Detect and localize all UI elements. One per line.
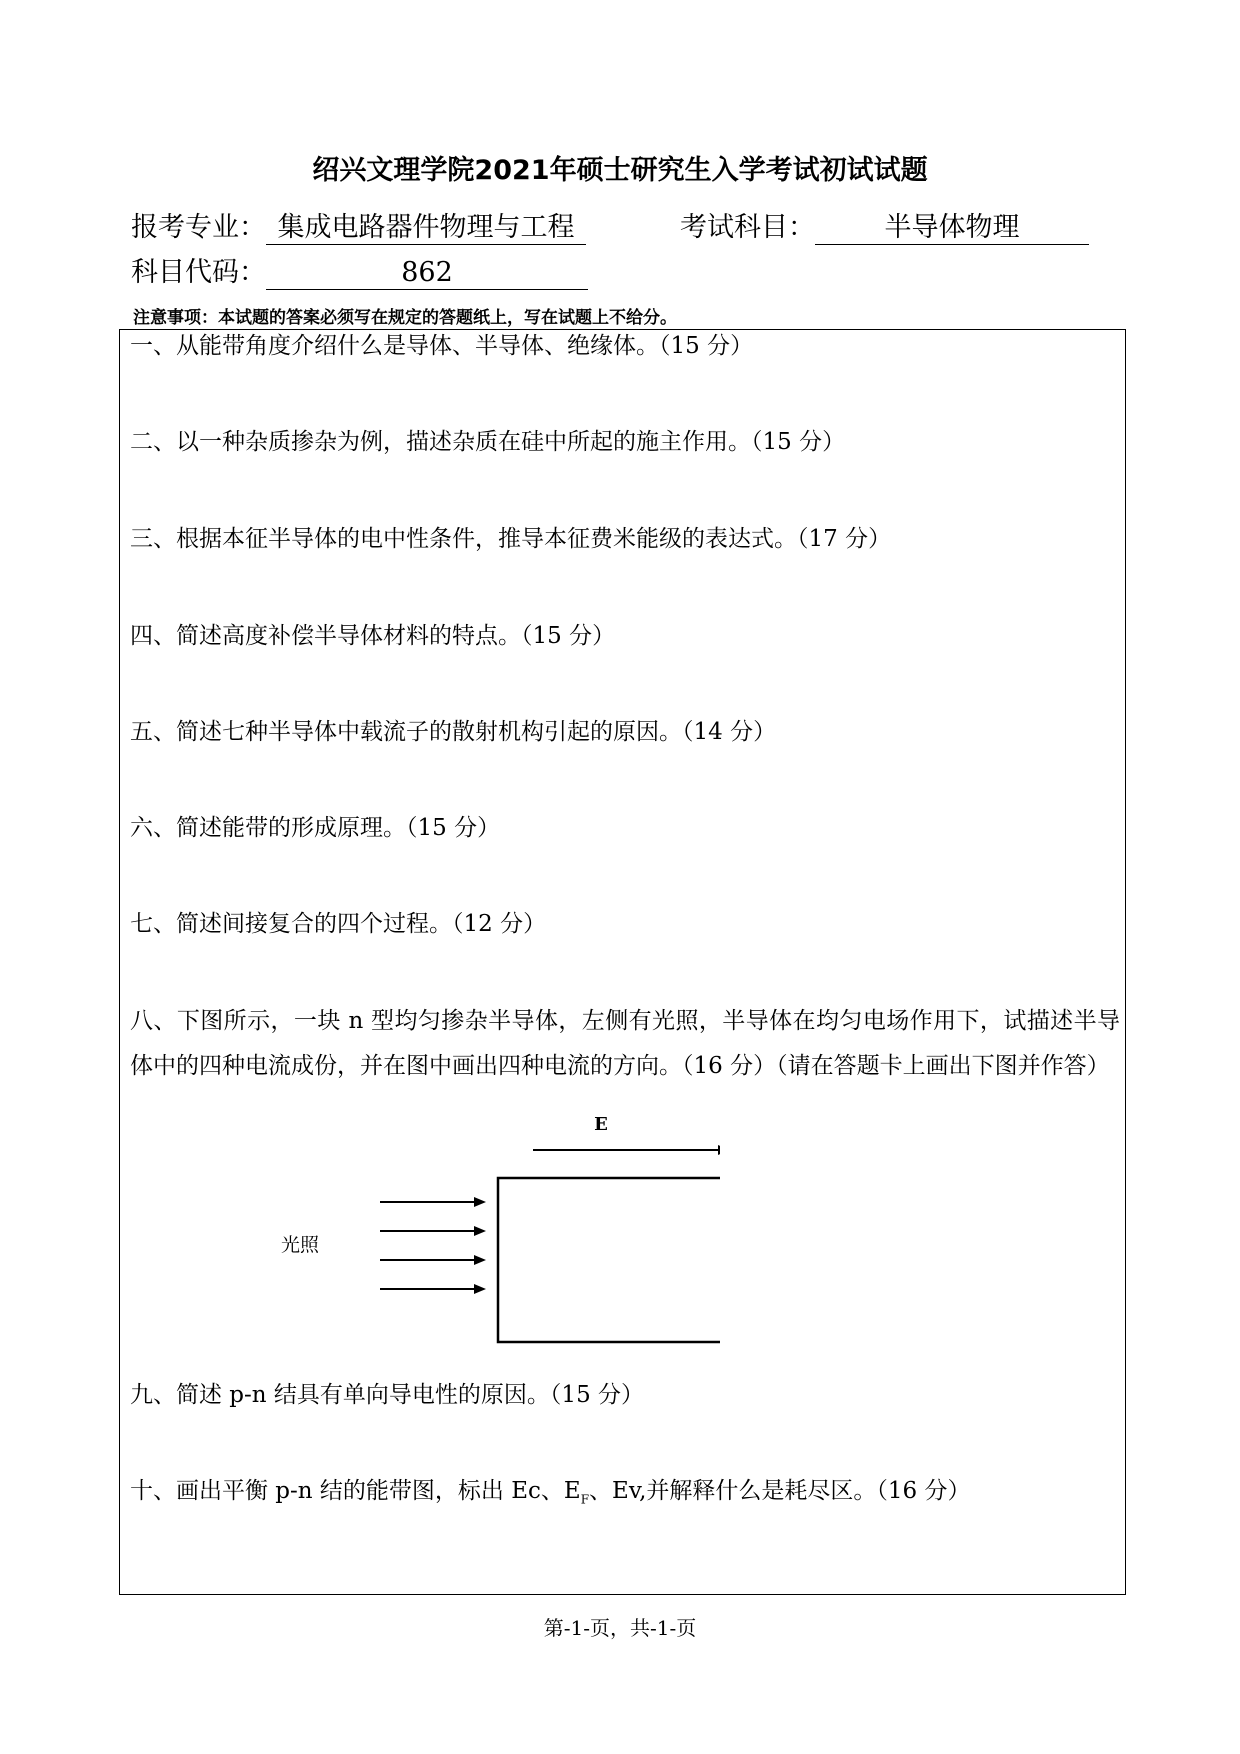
question-10-suffix: 、Ev,并解释什么是耗尽区。（16 分） [589, 1478, 971, 1504]
question-5: 五、简述七种半导体中载流子的散射机构引起的原因。（14 分） [130, 719, 777, 745]
light-label: 光照 [280, 1234, 320, 1256]
code-label: 科目代码： [131, 257, 266, 288]
major-label: 报考专业： [131, 212, 266, 243]
question-1: 一、从能带角度介绍什么是导体、半导体、绝缘体。（15 分） [130, 333, 754, 359]
field-label: E [594, 1114, 608, 1135]
question-7: 七、简述间接复合的四个过程。（12 分） [130, 911, 547, 937]
major-row [131, 205, 586, 245]
light-arrows [380, 1197, 486, 1294]
code-row [131, 250, 588, 290]
question-10-subscript: F [580, 1492, 590, 1507]
subject-row [680, 205, 1089, 245]
question-10 [130, 1475, 970, 1516]
major-value: 集成电路器件物理与工程 [266, 212, 586, 245]
light-arrowhead [474, 1284, 486, 1294]
question-3: 三、根据本征半导体的电中性条件，推导本征费米能级的表达式。（17 分） [130, 526, 892, 552]
light-arrowhead [474, 1197, 486, 1207]
question-9: 九、简述 p-n 结具有单向导电性的原因。（15 分） [130, 1382, 645, 1408]
light-arrowhead [474, 1226, 486, 1236]
question-8: 八、下图所示，一块 n 型均匀掺杂半导体，左侧有光照，半导体在均匀电场作用下，试描述半导体中的四种电流成份，并在图中画出四种电流的方向。（16 分）（请在答题卡上画出下图并作答） [130, 1008, 1120, 1079]
semiconductor-block [498, 1178, 720, 1342]
light-arrowhead [474, 1255, 486, 1265]
field-arrowhead [718, 1145, 720, 1155]
subject-label: 考试科目： [680, 212, 815, 243]
notice: 注意事项：本试题的答案必须写在规定的答题纸上，写在试题上不给分。 [133, 308, 677, 328]
subject-value: 半导体物理 [815, 212, 1089, 245]
question-2: 二、以一种杂质掺杂为例，描述杂质在硅中所起的施主作用。（15 分） [130, 429, 846, 455]
semiconductor-figure [270, 1105, 720, 1345]
page-footer: 第-1-页，共-1-页 [543, 1616, 697, 1640]
code-value: 862 [266, 257, 588, 290]
exam-title: 绍兴文理学院2021年硕士研究生入学考试初试试题 [312, 155, 928, 186]
question-4: 四、简述高度补偿半导体材料的特点。（15 分） [130, 623, 616, 649]
question-box [119, 329, 1126, 1595]
question-6: 六、简述能带的形成原理。（15 分） [130, 815, 501, 841]
question-10-prefix: 十、画出平衡 p-n 结的能带图，标出 Ec、E [130, 1478, 581, 1504]
